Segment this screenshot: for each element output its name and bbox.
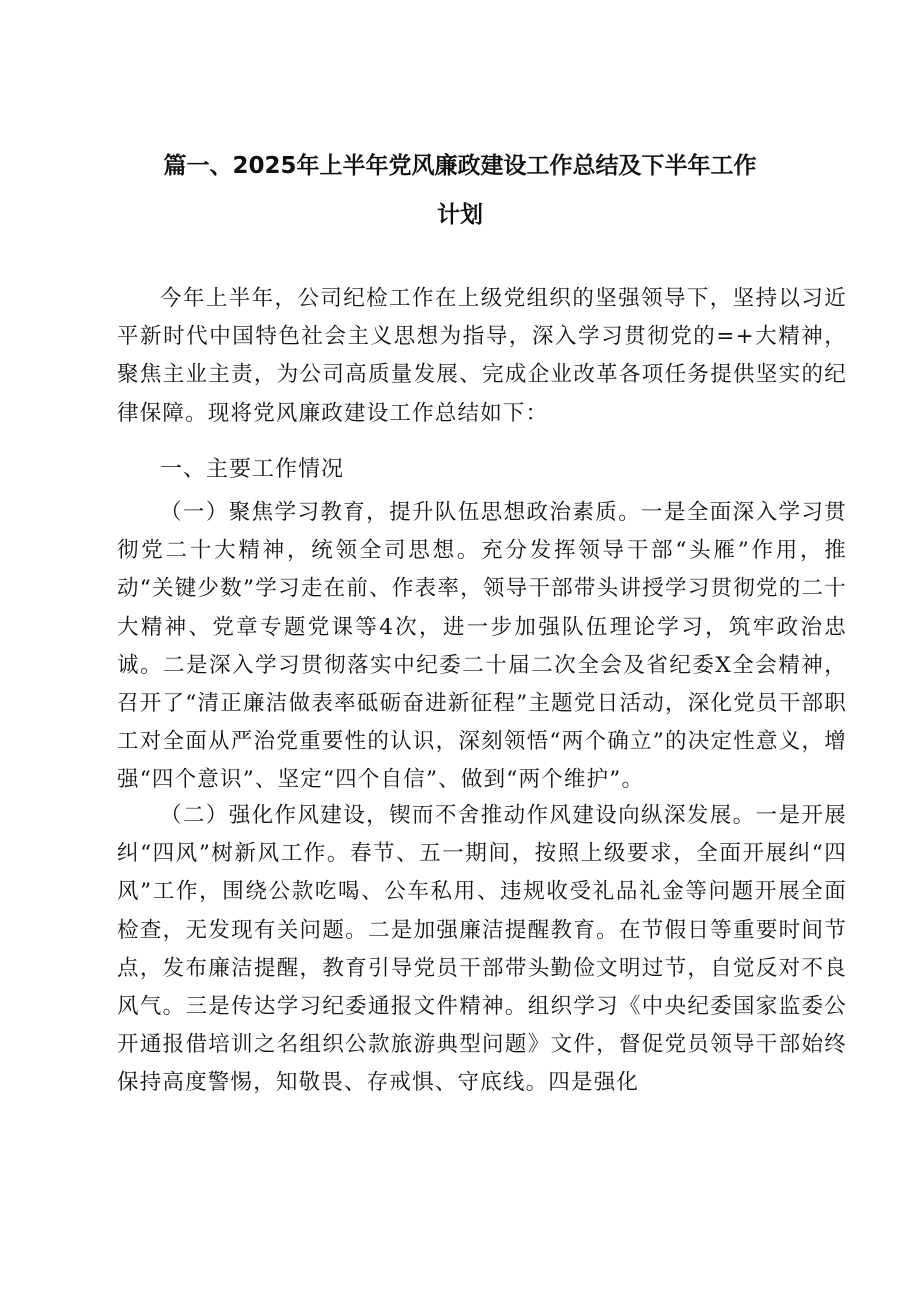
document-title: 篇一、2025年上半年党风廉政建设工作总结及下半年工作 (163, 153, 757, 179)
document-title-continued: 计划 (437, 202, 483, 228)
section-heading: 一、主要工作情况 (160, 457, 345, 482)
intro-paragraph: 今年上半年，公司纪检工作在上级党组织的坚强领导下，坚持以习近平新时代中国特色社会主义思想为指导，深入学习贯彻党的=+大精神，聚焦主业主责，为公司高质量发展、完成企业改革各项任务提供坚实的纪律保障。现将党风廉政建设工作总结如下： (117, 286, 847, 426)
paragraph-study-education: （一）聚焦学习教育，提升队伍思想政治素质。一是全面深入学习贯彻党二十大精神，统领全司思想。充分发挥领导干部“头雁”作用，推动“关键少数”学习走在前、作表率，领导干部带头讲授学习贯彻党的二十大精神、党章专题党课等4次，进一步加强队伍理论学习，筑牢政治忠诚。二是深入学习贯彻落实中纪委二十届二次全会及省纪委X全会精神，召开了“清正廉洁做表率砥砺奋进新征程”主题党日活动，深化党员干部职工对全面从严治党重要性的认识，深刻领悟“两个确立”的决定性意义，增强“四个意识”、坚定“四个自信”、做到“两个维护”。 (117, 500, 847, 793)
paragraph-work-style: （二）强化作风建设，锲而不舍推动作风建设向纵深发展。一是开展纠“四风”树新风工作。春节、五一期间，按照上级要求，全面开展纠“四风”工作，围绕公款吃喝、公车私用、违规收受礼品礼金等问题开展全面检查，无发现有关问题。二是加强廉洁提醒教育。在节假日等重要时间节点，发布廉洁提醒，教育引导党员干部带头勤俭文明过节，自觉反对不良风气。三是传达学习纪委通报文件精神。组织学习《中央纪委国家监委公开通报借培训之名组织公款旅游典型问题》文件，督促党员领导干部始终保持高度警惕，知敬畏、存戒惧、守底线。四是强化 (117, 803, 847, 1096)
